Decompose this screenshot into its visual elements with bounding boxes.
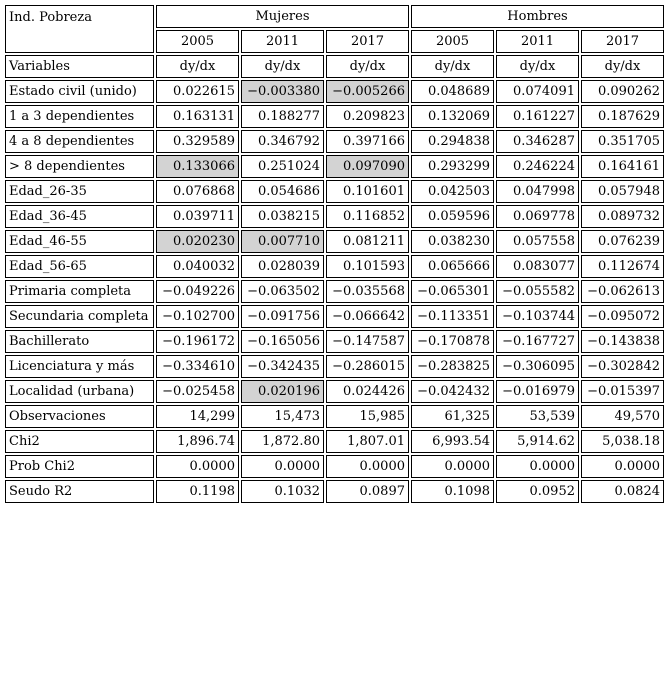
- table-row: [5, 55, 664, 78]
- table-cell: 0.0897: [326, 480, 409, 503]
- group-header-mujeres: Mujeres: [156, 5, 409, 28]
- table-cell: 0.048689: [411, 80, 494, 103]
- table-row: [5, 205, 664, 228]
- row-label: 1 a 3 dependientes: [5, 105, 154, 128]
- table-cell: −0.167727: [496, 330, 579, 353]
- column-unit: dy/dx: [156, 55, 239, 78]
- table-row: [5, 355, 664, 378]
- table-cell: 0.047998: [496, 180, 579, 203]
- table-cell: −0.302842: [581, 355, 664, 378]
- table-cell: 0.059596: [411, 205, 494, 228]
- table-cell: −0.005266: [326, 80, 409, 103]
- table-cell: −0.102700: [156, 305, 239, 328]
- table-cell: 0.039711: [156, 205, 239, 228]
- column-unit: dy/dx: [411, 55, 494, 78]
- year-header: 2005: [411, 30, 494, 53]
- poverty-marginal-effects-table: [3, 3, 666, 505]
- table-row: [5, 430, 664, 453]
- table-cell: −0.042432: [411, 380, 494, 403]
- row-label: Edad_36-45: [5, 205, 154, 228]
- table-row: [5, 180, 664, 203]
- table-cell: 0.076868: [156, 180, 239, 203]
- row-label: Chi2: [5, 430, 154, 453]
- table-cell: −0.055582: [496, 280, 579, 303]
- table-cell: 0.089732: [581, 205, 664, 228]
- table-cell: 0.346792: [241, 130, 324, 153]
- table-cell: 15,473: [241, 405, 324, 428]
- column-unit: dy/dx: [581, 55, 664, 78]
- table-cell: 0.1032: [241, 480, 324, 503]
- row-label: Edad_26-35: [5, 180, 154, 203]
- table-cell: 0.028039: [241, 255, 324, 278]
- table-row: [5, 230, 664, 253]
- group-header-row: [5, 5, 664, 28]
- table-cell: −0.062613: [581, 280, 664, 303]
- column-unit: dy/dx: [496, 55, 579, 78]
- table-cell: 0.397166: [326, 130, 409, 153]
- table-cell: 0.101601: [326, 180, 409, 203]
- table-cell: 0.112674: [581, 255, 664, 278]
- table-cell: 61,325: [411, 405, 494, 428]
- table-cell: 0.351705: [581, 130, 664, 153]
- table-cell: 0.057558: [496, 230, 579, 253]
- table-cell: 0.163131: [156, 105, 239, 128]
- table-cell: 0.346287: [496, 130, 579, 153]
- table-row: [5, 130, 664, 153]
- table-row: [5, 255, 664, 278]
- group-header-hombres: Hombres: [411, 5, 664, 28]
- table-cell: 0.188277: [241, 105, 324, 128]
- row-label: Seudo R2: [5, 480, 154, 503]
- table-cell: −0.066642: [326, 305, 409, 328]
- table-cell: 0.246224: [496, 155, 579, 178]
- table-cell: 0.022615: [156, 80, 239, 103]
- table-cell: −0.103744: [496, 305, 579, 328]
- table-cell: 0.293299: [411, 155, 494, 178]
- table-cell: 0.116852: [326, 205, 409, 228]
- table-cell: 0.209823: [326, 105, 409, 128]
- table-cell: −0.003380: [241, 80, 324, 103]
- table-cell: 0.040032: [156, 255, 239, 278]
- table-cell: 14,299: [156, 405, 239, 428]
- table-cell: 0.1098: [411, 480, 494, 503]
- column-unit: dy/dx: [241, 55, 324, 78]
- row-label: Variables: [5, 55, 154, 78]
- row-label: Licenciatura y más: [5, 355, 154, 378]
- row-label: Primaria completa: [5, 280, 154, 303]
- table-row: [5, 380, 664, 403]
- table-cell: −0.286015: [326, 355, 409, 378]
- year-header: 2005: [156, 30, 239, 53]
- table-cell: 1,872.80: [241, 430, 324, 453]
- table-cell: 0.057948: [581, 180, 664, 203]
- table-cell: 0.0000: [411, 455, 494, 478]
- table-cell: −0.334610: [156, 355, 239, 378]
- table-cell: 0.0000: [156, 455, 239, 478]
- table-cell: −0.035568: [326, 280, 409, 303]
- year-header: 2011: [496, 30, 579, 53]
- table-cell: 0.038230: [411, 230, 494, 253]
- table-cell: −0.342435: [241, 355, 324, 378]
- row-label: Estado civil (unido): [5, 80, 154, 103]
- table-cell: 0.0000: [241, 455, 324, 478]
- table-cell: 0.329589: [156, 130, 239, 153]
- table-cell: 0.251024: [241, 155, 324, 178]
- table-cell: 0.132069: [411, 105, 494, 128]
- table-row: [5, 330, 664, 353]
- table-row: [5, 280, 664, 303]
- table-cell: −0.143838: [581, 330, 664, 353]
- table-row: [5, 155, 664, 178]
- table-cell: 0.1198: [156, 480, 239, 503]
- table-cell: 0.042503: [411, 180, 494, 203]
- year-header: 2017: [581, 30, 664, 53]
- table-cell: 0.024426: [326, 380, 409, 403]
- row-label: Secundaria completa: [5, 305, 154, 328]
- table-cell: 0.0000: [496, 455, 579, 478]
- table-cell: −0.196172: [156, 330, 239, 353]
- row-label: > 8 dependientes: [5, 155, 154, 178]
- table-cell: 0.0952: [496, 480, 579, 503]
- table-cell: 0.038215: [241, 205, 324, 228]
- table-row: [5, 305, 664, 328]
- row-label: Observaciones: [5, 405, 154, 428]
- table-cell: 0.081211: [326, 230, 409, 253]
- table-cell: 0.020196: [241, 380, 324, 403]
- table-cell: 0.054686: [241, 180, 324, 203]
- table-row: [5, 480, 664, 503]
- table-cell: 0.0000: [326, 455, 409, 478]
- year-header: 2011: [241, 30, 324, 53]
- table-row: [5, 455, 664, 478]
- table-cell: −0.065301: [411, 280, 494, 303]
- table-cell: 5,914.62: [496, 430, 579, 453]
- table-cell: 53,539: [496, 405, 579, 428]
- table-row: [5, 105, 664, 128]
- table-cell: 0.133066: [156, 155, 239, 178]
- row-label: Bachillerato: [5, 330, 154, 353]
- table-cell: 0.101593: [326, 255, 409, 278]
- table-cell: −0.283825: [411, 355, 494, 378]
- table-cell: 0.007710: [241, 230, 324, 253]
- table-cell: 0.097090: [326, 155, 409, 178]
- table-cell: −0.049226: [156, 280, 239, 303]
- table-cell: 5,038.18: [581, 430, 664, 453]
- table-cell: −0.025458: [156, 380, 239, 403]
- table-cell: −0.091756: [241, 305, 324, 328]
- table-cell: 0.090262: [581, 80, 664, 103]
- table-row: [5, 80, 664, 103]
- table-cell: −0.147587: [326, 330, 409, 353]
- row-label: Localidad (urbana): [5, 380, 154, 403]
- row-label: 4 a 8 dependientes: [5, 130, 154, 153]
- table-cell: 0.076239: [581, 230, 664, 253]
- table-cell: 0.074091: [496, 80, 579, 103]
- table-cell: −0.113351: [411, 305, 494, 328]
- row-label: Edad_46-55: [5, 230, 154, 253]
- table-cell: 0.161227: [496, 105, 579, 128]
- table-cell: 0.164161: [581, 155, 664, 178]
- table-cell: 0.065666: [411, 255, 494, 278]
- table-cell: −0.095072: [581, 305, 664, 328]
- table-cell: 0.294838: [411, 130, 494, 153]
- table-cell: −0.063502: [241, 280, 324, 303]
- year-header: 2017: [326, 30, 409, 53]
- table-cell: 1,807.01: [326, 430, 409, 453]
- table-cell: 0.0000: [581, 455, 664, 478]
- table-cell: −0.170878: [411, 330, 494, 353]
- table-row: [5, 405, 664, 428]
- table-cell: −0.165056: [241, 330, 324, 353]
- table-cell: 0.069778: [496, 205, 579, 228]
- table-cell: 1,896.74: [156, 430, 239, 453]
- row-label: Edad_56-65: [5, 255, 154, 278]
- column-unit: dy/dx: [326, 55, 409, 78]
- table-cell: 15,985: [326, 405, 409, 428]
- table-cell: −0.016979: [496, 380, 579, 403]
- corner-label: Ind. Pobreza: [5, 5, 154, 53]
- table-cell: −0.306095: [496, 355, 579, 378]
- table-cell: 49,570: [581, 405, 664, 428]
- row-label: Prob Chi2: [5, 455, 154, 478]
- table-cell: 0.020230: [156, 230, 239, 253]
- table-cell: −0.015397: [581, 380, 664, 403]
- table-cell: 0.187629: [581, 105, 664, 128]
- table-cell: 0.083077: [496, 255, 579, 278]
- table-cell: 6,993.54: [411, 430, 494, 453]
- table-cell: 0.0824: [581, 480, 664, 503]
